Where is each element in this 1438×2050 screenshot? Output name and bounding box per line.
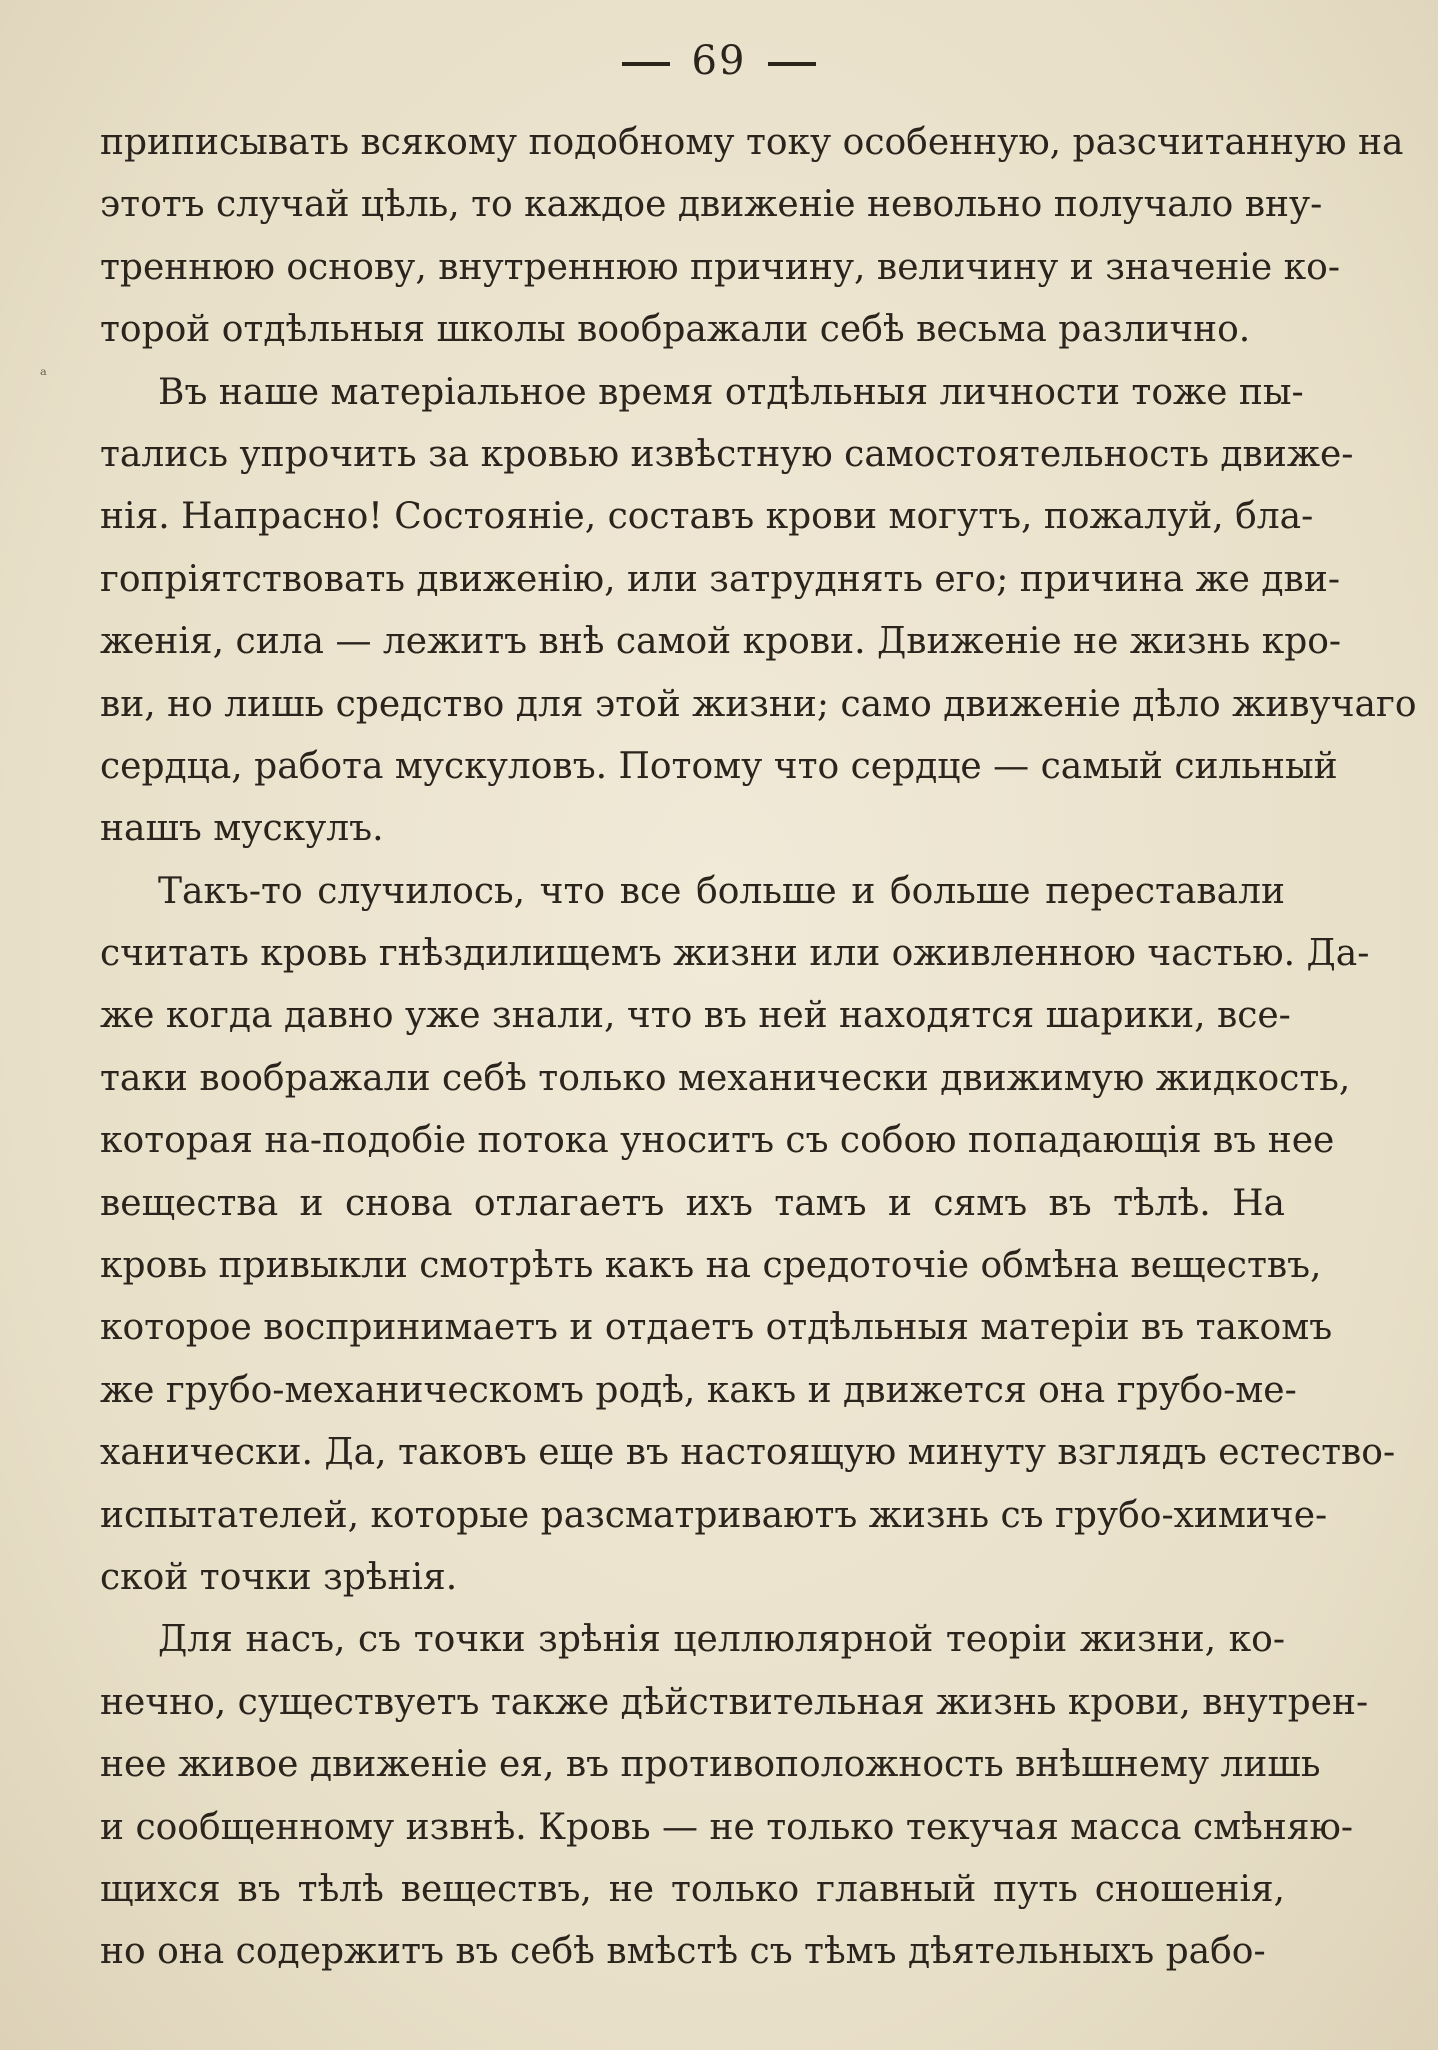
- text-line: приписывать всякому подобному току особенную, разсчитанную на: [100, 122, 1404, 163]
- text-line: Въ наше матеріальное время отдѣльныя личности тоже пы-: [158, 371, 1304, 413]
- text-line: этотъ случай цѣль, то каждое движеніе невольно получало вну-: [100, 184, 1323, 226]
- page-number: 69: [691, 38, 747, 84]
- header-dash-right: [768, 62, 816, 66]
- margin-mark: ᵃ: [40, 365, 47, 386]
- text-line: нечно, существуетъ также дѣйствительная жизнь крови, внутрен-: [100, 1681, 1369, 1723]
- text-line: торой отдѣльныя школы воображали себѣ весьма различно.: [100, 309, 1251, 351]
- text-line: ской точки зрѣнія.: [100, 1556, 458, 1598]
- text-line: которое воспринимаетъ и отдаетъ отдѣльныя матеріи въ такомъ: [100, 1307, 1333, 1349]
- text-line: сердца, работа мускуловъ. Потому что сердце — самый сильный: [100, 745, 1338, 787]
- text-line: женія, сила — лежитъ внѣ самой крови. Движеніе не жизнь кро-: [100, 621, 1342, 663]
- paragraph: [100, 1609, 1369, 1983]
- text-line: Такъ-то случилось, что все больше и больше переставали: [158, 870, 1285, 912]
- text-line: вещества и снова отлагаетъ ихъ тамъ и сямъ въ тѣлѣ. На: [100, 1182, 1285, 1224]
- text-line: Для насъ, съ точки зрѣнія целлюлярной теоріи жизни, ко-: [158, 1619, 1285, 1661]
- paragraph: [100, 861, 1396, 1610]
- text-line: ви, но лишь средство для этой жизни; само движеніе дѣло живучаго: [100, 683, 1417, 725]
- paragraph: [100, 362, 1417, 861]
- text-line: но она содержитъ въ себѣ вмѣстѣ съ тѣмъ дѣятельныхъ рабо-: [100, 1931, 1266, 1973]
- text-line: кровь привыкли смотрѣть какъ на средоточіе обмѣна веществъ,: [100, 1245, 1322, 1287]
- text-line: треннюю основу, внутреннюю причину, величину и значеніе ко-: [100, 246, 1341, 288]
- text-line: ханически. Да, таковъ еще въ настоящую минуту взглядъ естество-: [100, 1432, 1396, 1474]
- text-line: же когда давно уже знали, что въ ней находятся шарики, все-: [100, 995, 1291, 1037]
- text-line: и сообщенному извнѣ. Кровь — не только текучая масса смѣняю-: [100, 1806, 1354, 1848]
- text-line: которая на-подобіе потока уноситъ съ собою попадающія въ нее: [100, 1120, 1335, 1162]
- text-line: щихся въ тѣлѣ веществъ, не только главный путь сношенія,: [100, 1868, 1285, 1910]
- page-header: [0, 38, 1438, 84]
- text-line: тались упрочить за кровью извѣстную самостоятельность движе-: [100, 433, 1354, 475]
- text-line: же грубо-механическомъ родѣ, какъ и движется она грубо-ме-: [100, 1369, 1297, 1411]
- text-line: считать кровь гнѣздилищемъ жизни или оживленною частью. Да-: [100, 933, 1370, 975]
- paragraph: [100, 112, 1404, 362]
- text-line: нія. Напрасно! Состояніе, составъ крови могутъ, пожалуй, бла-: [100, 496, 1314, 538]
- text-line: нее живое движеніе ея, въ противоположность внѣшнему лишь: [100, 1744, 1321, 1786]
- header-dash-left: [622, 62, 670, 66]
- text-line: нашъ мускулъ.: [100, 808, 384, 850]
- text-line: таки воображали себѣ только механически движимую жидкость,: [100, 1057, 1351, 1099]
- text-line: гопріятствовать движенію, или затруднять его; причина же дви-: [100, 558, 1340, 600]
- text-line: испытателей, которые разсматриваютъ жизнь съ грубо-химиче-: [100, 1494, 1328, 1536]
- body-text: [100, 112, 1417, 1984]
